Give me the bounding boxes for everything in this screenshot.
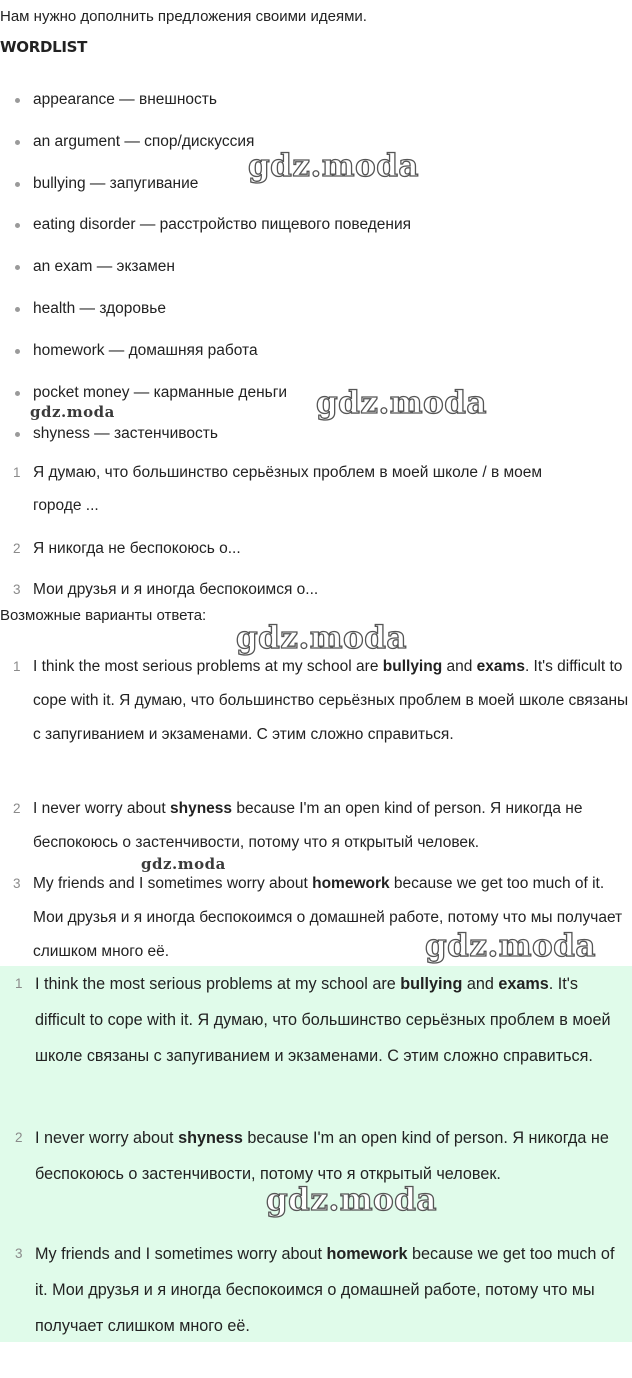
answer-item: 2 I never worry about shyness because I'm an open kind of person. Я никогда не беспокоюсь о застенчивости, потому что я открытый человек. (0, 1120, 632, 1236)
bullet-icon (15, 432, 20, 437)
question-item: 2 Я никогда не беспокоюсь о... (0, 532, 632, 573)
intro-text: Нам нужно дополнить предложения своими идеями. (0, 8, 367, 25)
list-item: eating disorder — расстройство пищевого поведения (0, 213, 632, 255)
bullet-icon (15, 140, 20, 145)
watermark: gdz.moda (248, 148, 419, 184)
answer-item: 3 My friends and I sometimes worry about homework because we get too much of it. Мои друзья и я иногда беспокоимся о домашней работе, потому что мы получает слишком много её. (0, 867, 632, 967)
answer-list (0, 650, 632, 967)
question-item: 3 Мои друзья и я иногда беспокоимся о... (0, 573, 632, 609)
question-item: 1 Я думаю, что большинство серьёзных проблем в моей школе / в моем городе ... (0, 456, 632, 532)
list-item: shyness — застенчивость (0, 422, 632, 464)
list-item: pocket money — карманные деньги (0, 381, 632, 423)
watermark: gdz.moda (236, 620, 407, 656)
watermark: gdz.moda (425, 928, 596, 964)
list-item: bullying — запугивание (0, 172, 632, 214)
bullet-icon (15, 223, 20, 228)
bullet-icon (15, 307, 20, 312)
bullet-icon (15, 265, 20, 270)
item-number: 3 (13, 582, 21, 597)
bullet-icon (15, 98, 20, 103)
item-number: 3 (15, 1246, 23, 1261)
watermark: gdz.moda (30, 403, 115, 421)
item-number: 2 (13, 801, 21, 816)
answers-heading: Возможные варианты ответа: (0, 607, 207, 624)
list-item: an exam — экзамен (0, 255, 632, 297)
item-number: 2 (13, 541, 21, 556)
bullet-icon (15, 391, 20, 396)
watermark: gdz.moda (266, 1182, 437, 1218)
bullet-icon (15, 182, 20, 187)
list-item: appearance — внешность (0, 88, 632, 130)
answer-item: 3 My friends and I sometimes worry about homework because we get too much of it. Мои друзья и я иногда беспокоимся о домашней работе, потому что мы получает слишком много её. (0, 1236, 632, 1342)
item-number: 3 (13, 876, 21, 891)
answer-item: 1 I think the most serious problems at my school are bullying and exams. It's difficult to cope with it. Я думаю, что большинство серьёзных проблем в моей школе связаны с запугиванием и экзаменами. С этим сложно справиться. (0, 966, 632, 1120)
answer-item: 2 I never worry about shyness because I'm an open kind of person. Я никогда не беспокоюсь о застенчивости, потому что я открытый человек. (0, 792, 632, 867)
list-item: homework — домашняя работа (0, 339, 632, 381)
item-number: 1 (15, 976, 23, 991)
wordlist (0, 88, 632, 464)
answer-item: 1 I think the most serious problems at my school are bullying and exams. It's difficult to cope with it. Я думаю, что большинство серьёзных проблем в моей школе связаны с запугиванием и экзаменами. С этим сложно справиться. (0, 650, 632, 792)
item-number: 1 (13, 659, 21, 674)
watermark: gdz.moda (141, 855, 226, 873)
watermark: gdz.moda (316, 385, 487, 421)
list-item: an argument — спор/дискуссия (0, 130, 632, 172)
bullet-icon (15, 349, 20, 354)
list-item: health — здоровье (0, 297, 632, 339)
item-number: 1 (13, 465, 21, 480)
question-list (0, 456, 632, 609)
wordlist-heading: WORDLIST (0, 38, 88, 56)
highlighted-answer-list (0, 966, 632, 1342)
item-number: 2 (15, 1130, 23, 1145)
